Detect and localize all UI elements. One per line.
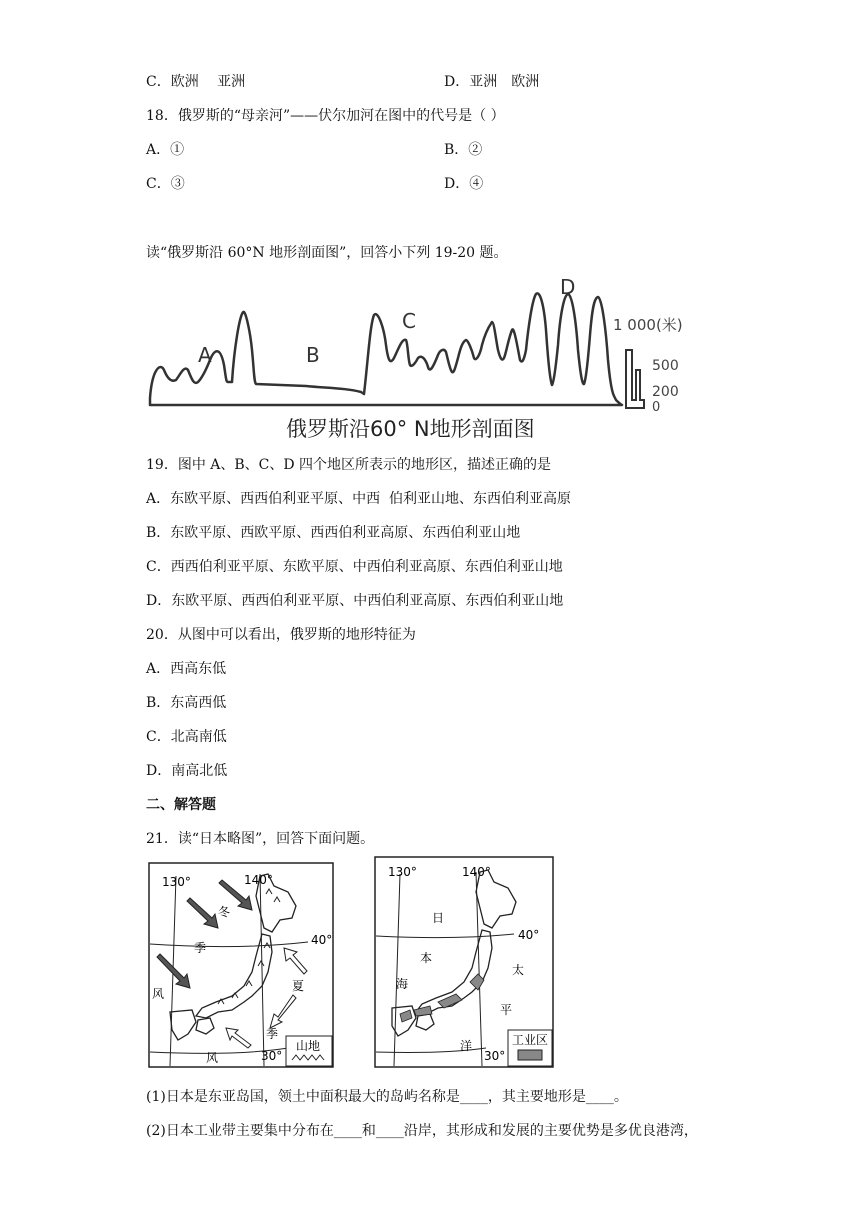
q19-option-b: B．东欧平原、西欧平原、西西伯利亚高原、东西伯利亚山地: [146, 525, 521, 541]
map2-lon-140: 140°: [462, 865, 491, 879]
map1-summer-char-3: 风: [206, 1051, 219, 1065]
q17-option-c: C．欧洲 亚洲: [146, 74, 246, 90]
q18-option-d: D．④: [444, 176, 484, 192]
map2-lat-30: 30°: [484, 1049, 506, 1063]
map2-lat-40: 40°: [518, 928, 540, 942]
q21-sub2: (2)日本工业带主要集中分布在____和____沿岸，其形成和发展的主要优势是多优良港湾，: [146, 1123, 698, 1139]
q20-option-c: C．北高南低: [146, 729, 227, 745]
q17-option-d: D．亚洲 欧洲: [444, 74, 540, 90]
q19-stem: 19．图中 A、B、C、D 四个地区所表示的地形区，描述正确的是: [146, 457, 552, 473]
map1-lat-30: 30°: [261, 1049, 283, 1063]
section-title: 二、解答题: [146, 797, 216, 813]
map2-ocean-char-1: 太: [512, 963, 525, 977]
profile-label-a: A: [198, 343, 212, 367]
q20-option-a: A．西高东低: [146, 661, 227, 677]
japan-monsoon-map: [148, 862, 334, 1068]
q19-option-d: D．东欧平原、西西伯利亚平原、中西伯利亚高原、东西伯利亚山地: [146, 593, 564, 609]
map1-winter-char-2: 季: [194, 941, 207, 955]
q19-option-a: A．东欧平原、西西伯利亚平原、中西 伯利亚山地、东西伯利亚高原: [146, 491, 572, 507]
map2-ocean-char-3: 洋: [460, 1039, 473, 1053]
map1-legend-label: 山地: [296, 1039, 321, 1053]
intro-19-20: 读“俄罗斯沿 60°N 地形剖面图”，回答小下列 19-20 题。: [146, 245, 508, 261]
map1-lat-40: 40°: [311, 933, 333, 947]
q18-option-c: C．③: [146, 176, 185, 192]
map1-summer-char-1: 夏: [292, 979, 305, 993]
q21-sub1: (1)日本是东亚岛国，领土中面积最大的岛屿名称是____，其主要地形是____。: [146, 1089, 628, 1105]
scale-label-200: 200: [652, 384, 679, 400]
map1-winter-char-3: 风: [152, 987, 165, 1001]
profile-label-b: B: [306, 343, 320, 367]
q18-option-b: B．②: [444, 142, 483, 158]
terrain-profile-figure: [146, 270, 691, 445]
map1-summer-char-2: 季: [266, 1027, 279, 1041]
terrain-profile-line: [150, 293, 622, 405]
map2-sea-char-1: 日: [432, 911, 445, 925]
q20-stem: 20．从图中可以看出，俄罗斯的地形特征为: [146, 627, 416, 643]
q18-stem: 18．俄罗斯的“母亲河”——伏尔加河在图中的代号是（ ）: [146, 108, 505, 124]
industrial-zone-legend-icon: [518, 1050, 542, 1060]
q20-option-d: D．南高北低: [146, 763, 228, 779]
profile-scale-bar: [626, 350, 644, 408]
q18-option-a: A．①: [146, 142, 185, 158]
map2-sea-char-3: 海: [396, 977, 409, 991]
scale-label-1000: 1 000(米): [613, 316, 683, 334]
scale-label-500: 500: [652, 358, 679, 374]
q20-option-b: B．东高西低: [146, 695, 227, 711]
map1-lon-140: 140°: [244, 873, 273, 887]
map1-lon-130: 130°: [162, 875, 191, 889]
profile-label-c: C: [402, 309, 416, 333]
map2-ocean-char-2: 平: [500, 1003, 513, 1017]
scale-label-0: 0: [652, 400, 661, 415]
map2-legend-label: 工业区: [512, 1033, 549, 1047]
map1-winter-char-1: 冬: [218, 905, 231, 919]
profile-label-d: D: [560, 275, 576, 299]
profile-caption: 俄罗斯沿60° N地形剖面图: [286, 417, 535, 441]
q19-option-c: C．西西伯利亚平原、东欧平原、中西伯利亚高原、东西伯利亚山地: [146, 559, 563, 575]
map2-lon-130: 130°: [388, 865, 417, 879]
q21-stem: 21．读“日本略图”，回答下面问题。: [146, 831, 375, 847]
map2-sea-char-2: 本: [420, 951, 433, 965]
japan-industry-map: [374, 856, 554, 1068]
